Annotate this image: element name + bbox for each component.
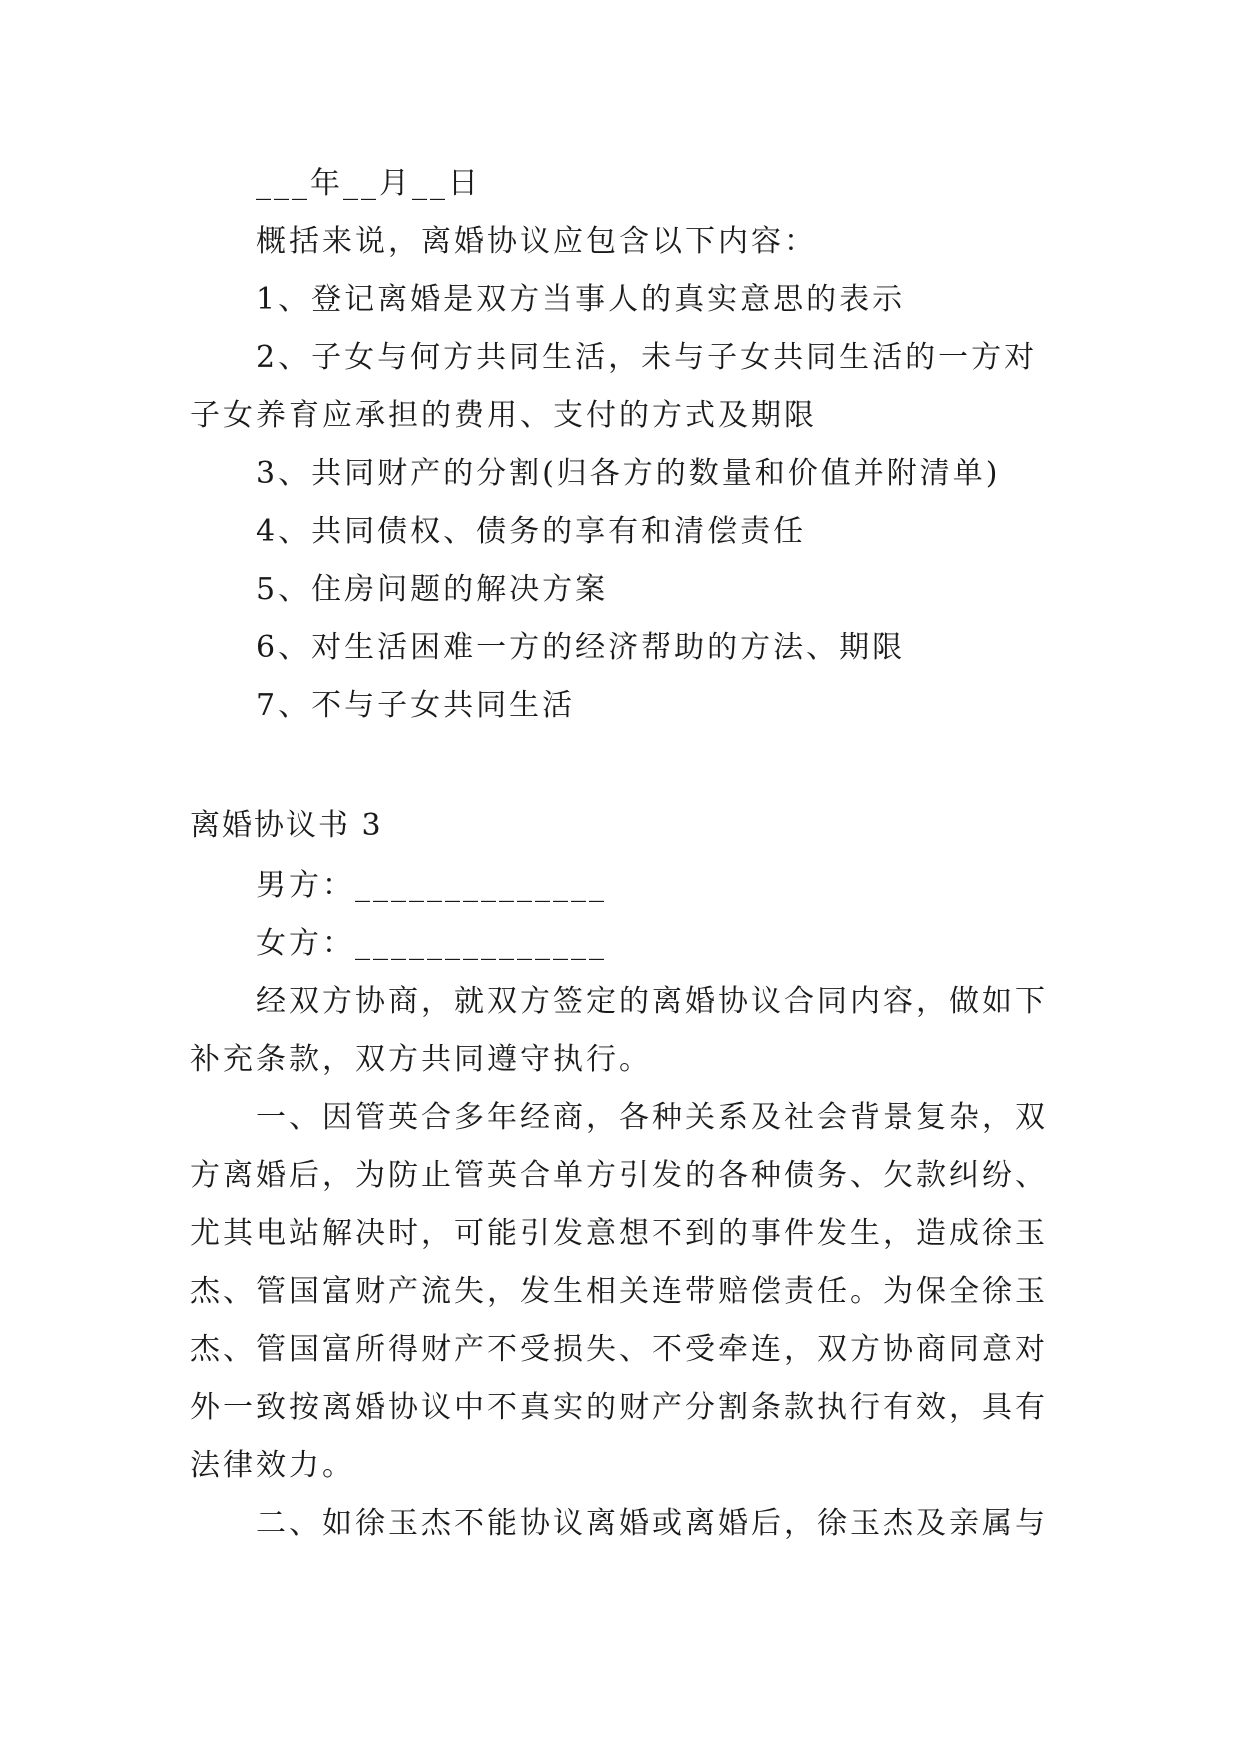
list-item: 2、子女与何方共同生活，未与子女共同生活的一方对 [256,340,1038,375]
list-item: 1、登记离婚是双方当事人的真实意思的表示 [256,282,906,317]
paragraph-line: 杰、管国富所得财产不受损失、不受牵连，双方协商同意对 [190,1332,1048,1367]
paragraph-line: 经双方协商，就双方签定的离婚协议合同内容，做如下 [256,984,1048,1019]
list-item: 6、对生活困难一方的经济帮助的方法、期限 [256,630,906,665]
male-party-field: 男方：______________ [256,868,607,903]
list-item: 4、共同债权、债务的享有和清偿责任 [256,514,807,549]
paragraph-line: 尤其电站解决时，可能引发意想不到的事件发生，造成徐玉 [190,1216,1048,1251]
date-line: ___年__月__日 [256,166,481,201]
list-item-continuation: 子女养育应承担的费用、支付的方式及期限 [190,398,817,433]
paragraph-line: 补充条款，双方共同遵守执行。 [190,1042,652,1077]
paragraph-line: 法律效力。 [190,1448,355,1483]
paragraph-line: 杰、管国富财产流失，发生相关连带赔偿责任。为保全徐玉 [190,1274,1048,1309]
list-item: 7、不与子女共同生活 [256,688,576,723]
list-item: 3、共同财产的分割(归各方的数量和价值并附清单) [256,456,1001,491]
summary-intro: 概括来说，离婚协议应包含以下内容： [256,224,817,259]
paragraph-line: 一、因管英合多年经商，各种关系及社会背景复杂，双 [256,1100,1048,1135]
paragraph-line: 方离婚后，为防止管英合单方引发的各种债务、欠款纠纷、 [190,1158,1048,1193]
paragraph-line: 二、如徐玉杰不能协议离婚或离婚后，徐玉杰及亲属与 [256,1506,1048,1541]
female-party-field: 女方：______________ [256,926,607,961]
list-item: 5、住房问题的解决方案 [256,572,609,607]
paragraph-line: 外一致按离婚协议中不真实的财产分割条款执行有效，具有 [190,1390,1048,1425]
section-title: 离婚协议书 3 [190,808,383,843]
